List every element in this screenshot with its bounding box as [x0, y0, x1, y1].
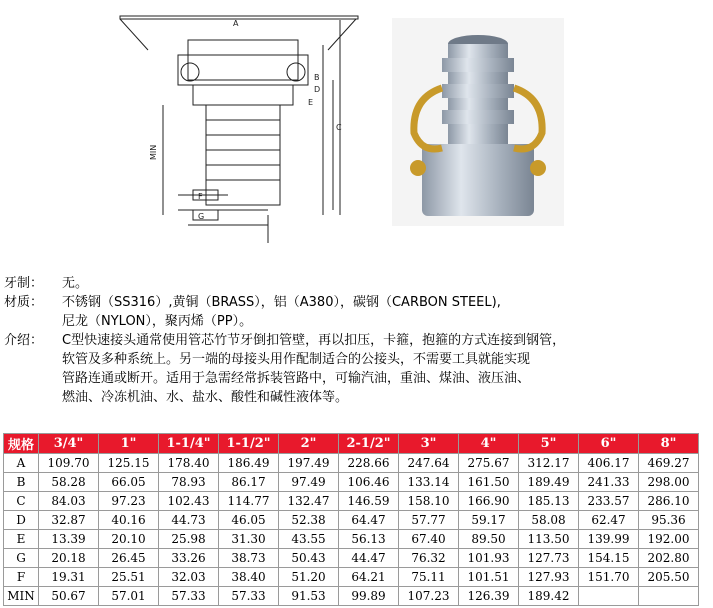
table-cell: 62.47	[579, 511, 639, 530]
table-cell: 26.45	[99, 549, 159, 568]
table-cell: 101.93	[459, 549, 519, 568]
table-cell: 101.51	[459, 568, 519, 587]
row-label: C	[4, 492, 39, 511]
table-cell: 20.18	[39, 549, 99, 568]
table-cell: 233.57	[579, 492, 639, 511]
table-cell: 13.39	[39, 530, 99, 549]
table-cell: 31.30	[219, 530, 279, 549]
thread-value: 无。	[62, 276, 89, 291]
table-cell: 154.15	[579, 549, 639, 568]
description	[4, 274, 709, 407]
table-cell: 97.23	[99, 492, 159, 511]
table-cell: 86.17	[219, 473, 279, 492]
table-cell: 178.40	[159, 454, 219, 473]
table-cell: 185.13	[519, 492, 579, 511]
row-label: D	[4, 511, 39, 530]
spec-table	[3, 433, 699, 606]
table-cell: 469.27	[639, 454, 699, 473]
table-cell: 64.47	[339, 511, 399, 530]
table-cell: 52.38	[279, 511, 339, 530]
table-cell: 186.49	[219, 454, 279, 473]
intro-line-1: C型快速接头通常使用管芯竹节牙倒扣管壁，再以扣压，卡箍，抱箍的方式连接到钢管，	[62, 333, 566, 348]
table-cell: 57.33	[219, 587, 279, 606]
intro-line-3: 管路连通或断开。适用于急需经常拆装管路中，可输汽油，重油、煤油、液压油、	[62, 371, 531, 386]
table-cell: 106.46	[339, 473, 399, 492]
table-cell: 57.77	[399, 511, 459, 530]
table-cell: 64.21	[339, 568, 399, 587]
table-cell: 406.17	[579, 454, 639, 473]
product-images	[0, 0, 713, 270]
table-cell: 84.03	[39, 492, 99, 511]
header-cell: 4"	[459, 434, 519, 454]
row-label: MIN	[4, 587, 39, 606]
table-cell: 19.31	[39, 568, 99, 587]
table-cell: 97.49	[279, 473, 339, 492]
table-cell: 127.93	[519, 568, 579, 587]
intro-label: 介绍：	[4, 333, 44, 348]
table-cell: 189.42	[519, 587, 579, 606]
table-cell: 50.67	[39, 587, 99, 606]
table-cell: 205.50	[639, 568, 699, 587]
table-cell: 151.70	[579, 568, 639, 587]
table-cell: 133.14	[399, 473, 459, 492]
table-cell: 32.87	[39, 511, 99, 530]
table-cell: 43.55	[279, 530, 339, 549]
table-row	[4, 511, 699, 530]
intro-line-2: 软管及多种系统上。另一端的母接头用作配制适合的公接头，不需要工具就能实现	[62, 352, 531, 367]
table-cell	[639, 587, 699, 606]
table-cell: 298.00	[639, 473, 699, 492]
table-cell: 189.49	[519, 473, 579, 492]
table-cell: 57.33	[159, 587, 219, 606]
table-cell: 25.98	[159, 530, 219, 549]
product-photo	[392, 18, 564, 226]
table-cell: 146.59	[339, 492, 399, 511]
header-cell: 规格	[4, 434, 39, 454]
table-cell: 102.43	[159, 492, 219, 511]
header-cell: 1"	[99, 434, 159, 454]
table-cell: 44.73	[159, 511, 219, 530]
table-cell: 286.10	[639, 492, 699, 511]
header-cell: 8"	[639, 434, 699, 454]
table-cell: 38.40	[219, 568, 279, 587]
table-row	[4, 530, 699, 549]
table-cell: 158.10	[399, 492, 459, 511]
table-cell: 76.32	[399, 549, 459, 568]
table-cell: 127.73	[519, 549, 579, 568]
label-g: G	[198, 212, 205, 221]
table-cell: 66.05	[99, 473, 159, 492]
table-header-row	[4, 434, 699, 454]
table-cell: 57.01	[99, 587, 159, 606]
table-cell: 89.50	[459, 530, 519, 549]
table-cell: 59.17	[459, 511, 519, 530]
header-cell: 1-1/4"	[159, 434, 219, 454]
header-cell: 1-1/2"	[219, 434, 279, 454]
table-cell: 46.05	[219, 511, 279, 530]
table-cell: 58.28	[39, 473, 99, 492]
row-label: B	[4, 473, 39, 492]
label-d: D	[314, 85, 321, 94]
table-cell: 312.17	[519, 454, 579, 473]
label-e: E	[308, 98, 314, 107]
table-cell: 51.20	[279, 568, 339, 587]
table-cell: 139.99	[579, 530, 639, 549]
header-cell: 3/4"	[39, 434, 99, 454]
row-label: G	[4, 549, 39, 568]
table-cell: 247.64	[399, 454, 459, 473]
table-cell: 109.70	[39, 454, 99, 473]
table-cell: 126.39	[459, 587, 519, 606]
row-label: F	[4, 568, 39, 587]
table-row	[4, 492, 699, 511]
table-cell: 99.89	[339, 587, 399, 606]
label-b: B	[314, 73, 320, 82]
intro-line-4: 燃油、冷冻机油、水、盐水、酸性和碱性液体等。	[62, 390, 349, 405]
table-cell: 75.11	[399, 568, 459, 587]
table-cell: 32.03	[159, 568, 219, 587]
table-cell: 166.90	[459, 492, 519, 511]
material-line-2: 尼龙（NYLON），聚丙烯（PP）。	[62, 314, 253, 329]
table-cell: 202.80	[639, 549, 699, 568]
table-cell: 58.08	[519, 511, 579, 530]
table-cell: 241.33	[579, 473, 639, 492]
table-cell: 95.36	[639, 511, 699, 530]
header-cell: 2"	[279, 434, 339, 454]
table-cell: 33.26	[159, 549, 219, 568]
material-label: 材质：	[4, 295, 44, 310]
table-row	[4, 473, 699, 492]
table-cell: 228.66	[339, 454, 399, 473]
table-cell: 132.47	[279, 492, 339, 511]
table-cell: 161.50	[459, 473, 519, 492]
table-cell: 107.23	[399, 587, 459, 606]
material-line-1: 不锈钢（SS316）,黄铜（BRASS），铝（A380），碳钢（CARBON STEEL),	[62, 295, 501, 310]
table-cell: 275.67	[459, 454, 519, 473]
table-row	[4, 587, 699, 606]
table-cell: 38.73	[219, 549, 279, 568]
table-cell: 40.16	[99, 511, 159, 530]
thread-label: 牙制：	[4, 276, 44, 291]
technical-drawing	[118, 10, 378, 245]
label-f: F	[198, 192, 203, 201]
table-cell: 67.40	[399, 530, 459, 549]
label-c: C	[336, 123, 342, 132]
table-cell: 78.93	[159, 473, 219, 492]
table-cell: 113.50	[519, 530, 579, 549]
table-cell: 50.43	[279, 549, 339, 568]
row-label: E	[4, 530, 39, 549]
table-row	[4, 549, 699, 568]
table-body	[4, 454, 699, 606]
table-row	[4, 568, 699, 587]
row-label: A	[4, 454, 39, 473]
table-cell: 44.47	[339, 549, 399, 568]
table-cell: 192.00	[639, 530, 699, 549]
header-cell: 6"	[579, 434, 639, 454]
label-min: MIN	[149, 144, 158, 160]
table-cell: 20.10	[99, 530, 159, 549]
table-cell: 125.15	[99, 454, 159, 473]
table-cell: 91.53	[279, 587, 339, 606]
table-cell: 197.49	[279, 454, 339, 473]
header-cell: 5"	[519, 434, 579, 454]
table-cell: 114.77	[219, 492, 279, 511]
table-cell	[579, 587, 639, 606]
header-cell: 2-1/2"	[339, 434, 399, 454]
header-cell: 3"	[399, 434, 459, 454]
label-a: A	[233, 19, 239, 28]
table-cell: 25.51	[99, 568, 159, 587]
table-cell: 56.13	[339, 530, 399, 549]
table-row	[4, 454, 699, 473]
